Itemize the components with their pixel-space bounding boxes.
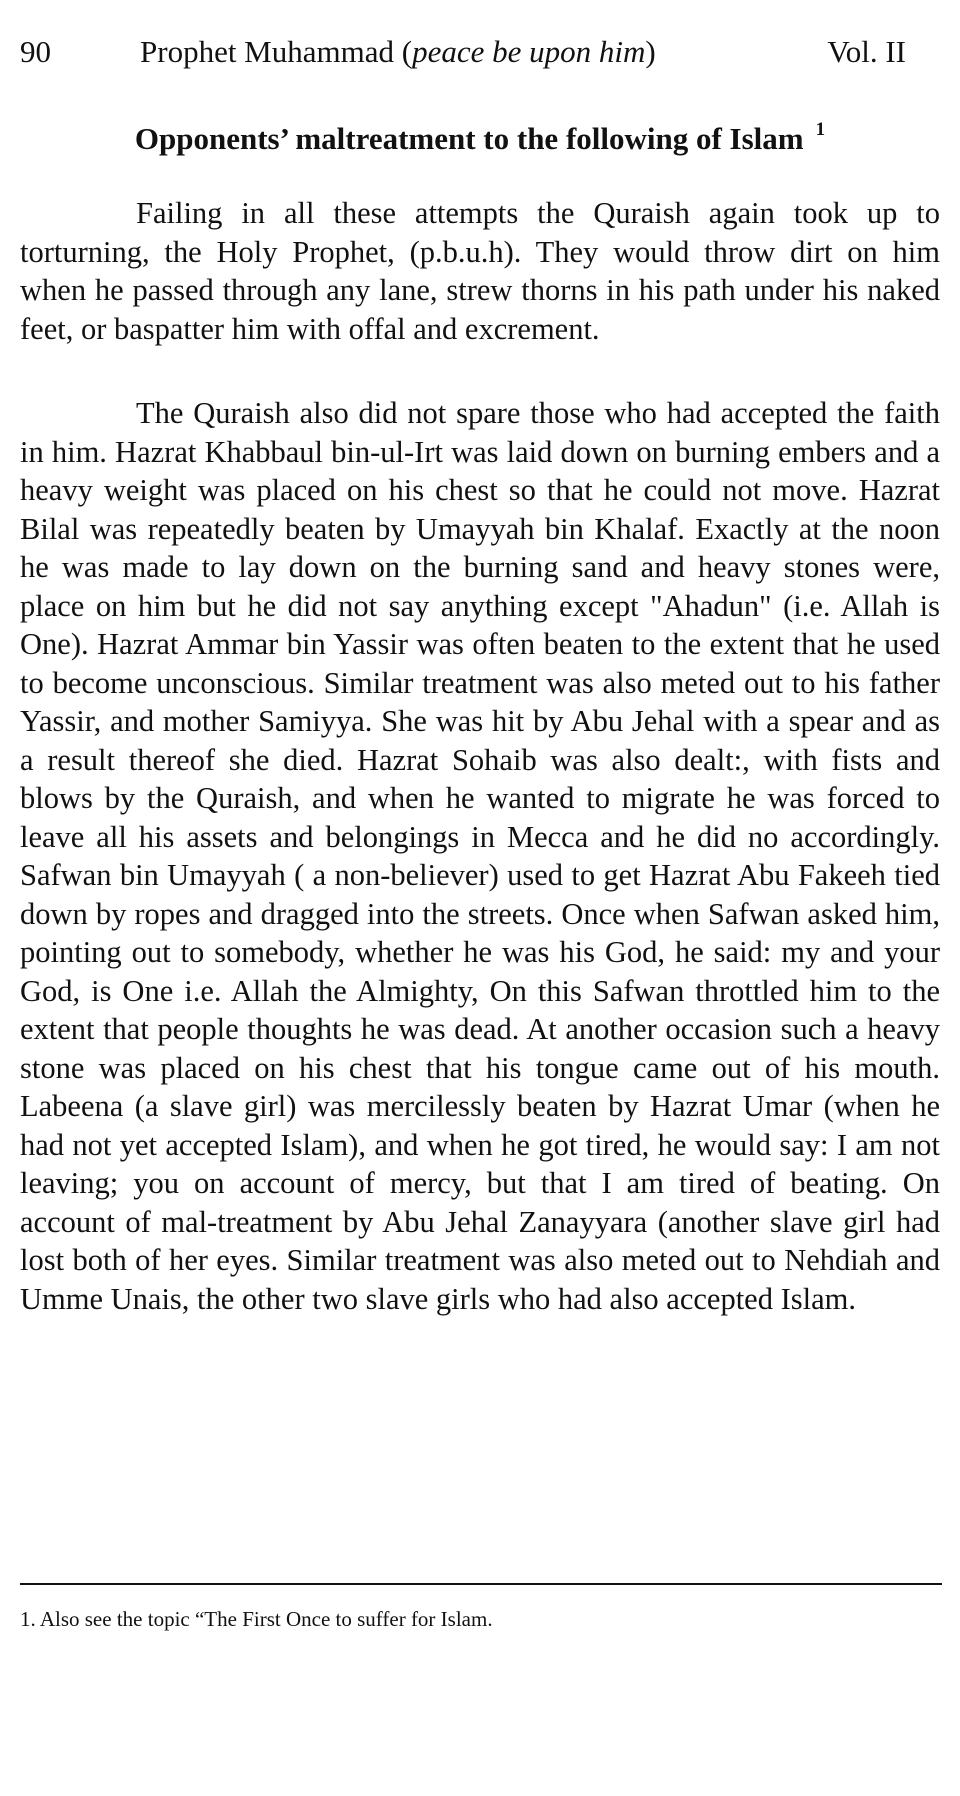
- book-title-suffix: ): [645, 34, 656, 69]
- section-heading: [0, 108, 960, 161]
- running-header: [20, 30, 920, 74]
- section-heading-text: Opponents’ maltreatment to the following of Islam: [134, 121, 804, 156]
- footnote-divider: [20, 1583, 942, 1585]
- page-number: 90: [20, 34, 51, 69]
- footnote: 1. Also see the topic “The First Once to suffer for Islam.: [20, 1607, 493, 1631]
- book-title: [140, 30, 656, 74]
- volume-label: Vol. II: [827, 34, 906, 69]
- paragraph-1: Failing in all these attempts the Quraish again took up to torturning, the Holy Prophet, (p.b.u.h). They would throw dirt on him when he passed through any lane, strew thorns in his path under his naked feet, or baspatter him with offal and excrement.: [20, 196, 940, 346]
- book-title-prefix: Prophet Muhammad (: [140, 34, 413, 69]
- book-title-italic: peace be upon him: [412, 34, 646, 69]
- paragraph-2: The Quraish also did not spare those who had accepted the faith in him. Hazrat Khabbaul bin-ul-Irt was laid down on burning embers and a heavy weight was placed on his chest so that he could not move. Hazrat Bilal was repeatedly beaten by Umayyah bin Khalaf. Exactly at the noon he was made to lay down on the burning sand and heavy stones were, place on him but he did not say anything except "Ahadun" (i.e. Allah is One). Hazrat Ammar bin Yassir was often beaten to the extent that he used to become unconscious. Similar treatment was also meted out to his father Yassir, and mother Samiyya. She was hit by Abu Jehal with a spear and as a result thereof she died. Hazrat Sohaib was also dealt:, with fists and blows by the Quraish, and when he wanted to migrate he was forced to leave all his assets and belongings in Mecca and he did no accordingly. Safwan bin Umayyah ( a non-believer) used to get Hazrat Abu Fakeeh tied down by ropes and dragged into the streets. Once when Safwan asked him, pointing out to somebody, whether he was his God, he said: my and your God, is One i.e. Allah the Almighty, On this Safwan throttled him to the extent that people thoughts he was dead. At another occasion such a heavy stone was placed on his chest that his tongue came out of his mouth. Labeena (a slave girl) was mercilessly beaten by Hazrat Umar (when he had not yet accepted Islam), and when he got tired, he would say: I am not leaving; you on account of mercy, but that I am tired of beating. On account of mal-treatment by Abu Jehal Zanayyara (another slave girl had lost both of her eyes. Similar treatment was also meted out to Nehdiah and Umme Unais, the other two slave girls who had also accepted Islam.: [20, 396, 940, 1316]
- footnote-marker: 1: [815, 119, 826, 140]
